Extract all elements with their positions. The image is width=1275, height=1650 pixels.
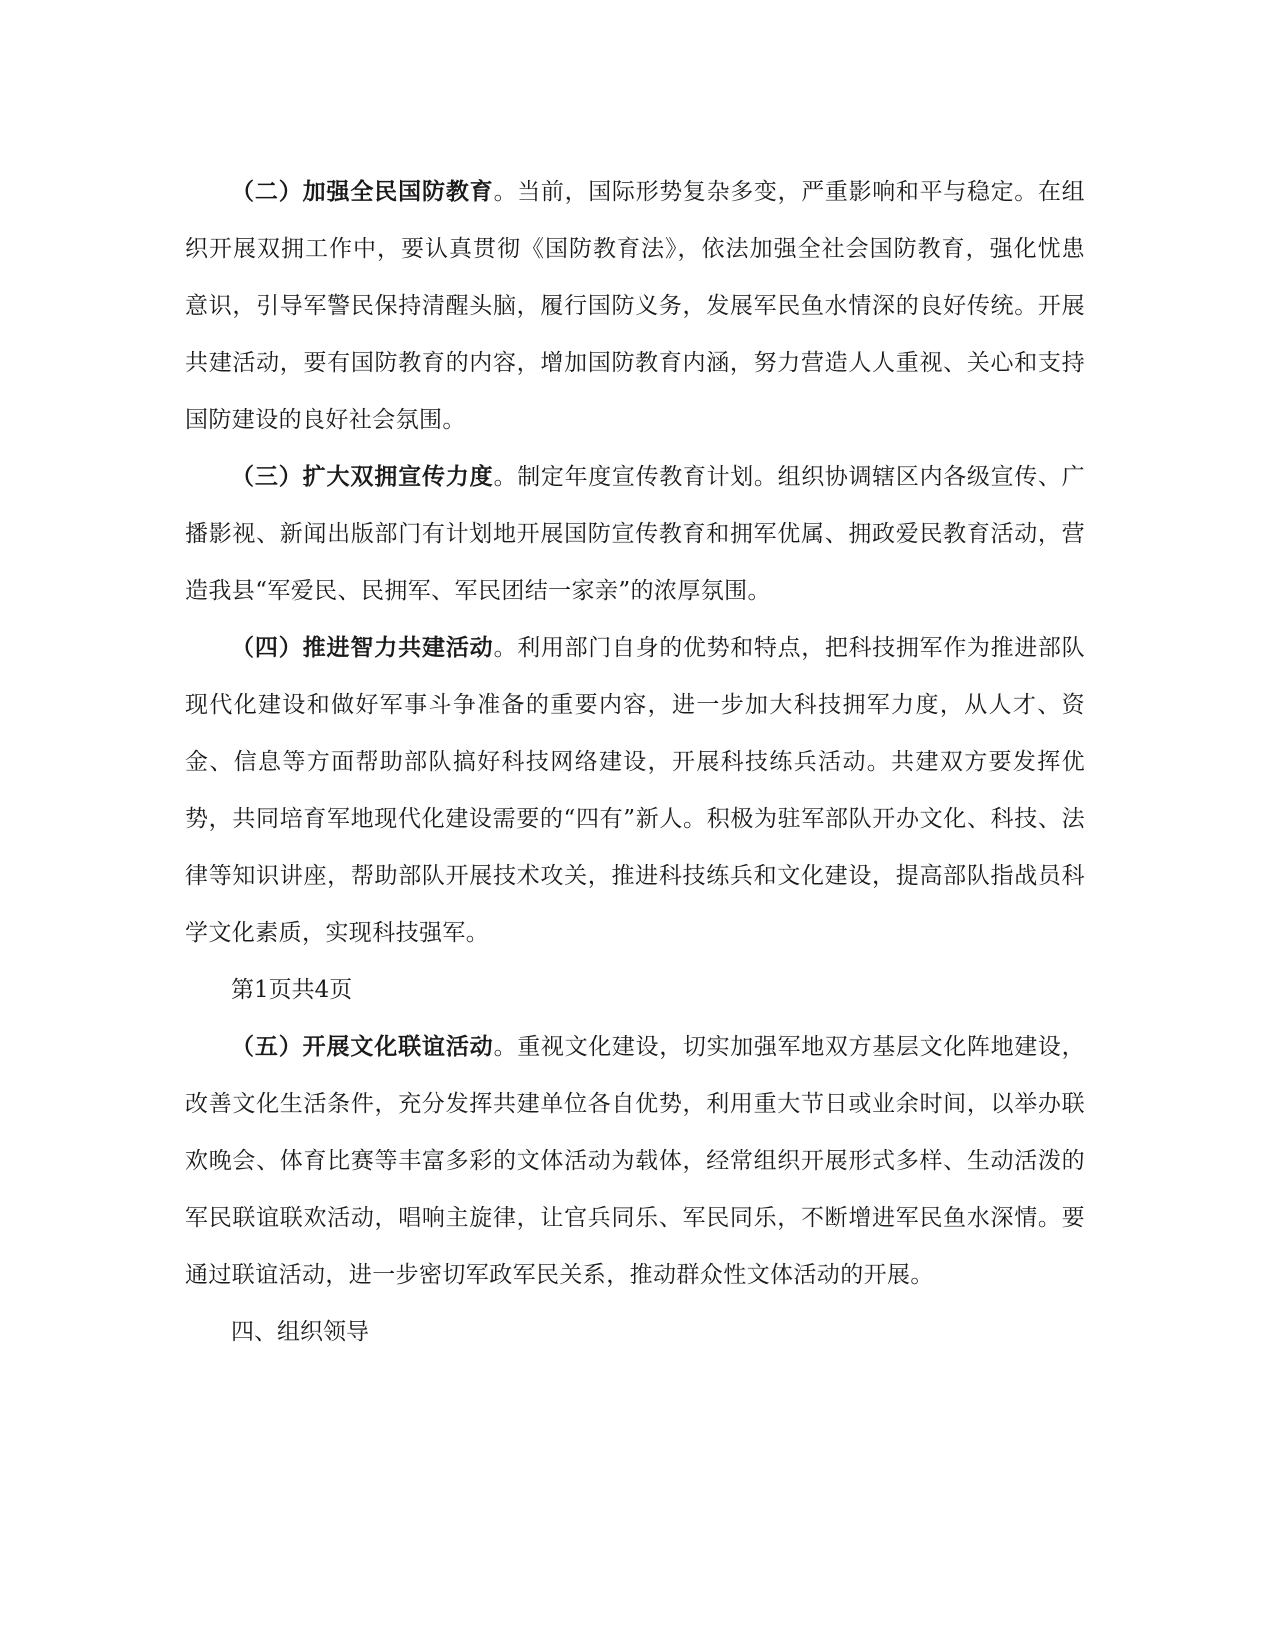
paragraph-heading: （二）加强全民国防教育 xyxy=(231,179,494,205)
paragraph-heading: （四）推进智力共建活动 xyxy=(231,635,494,661)
paragraph-heading: （三）扩大双拥宣传力度 xyxy=(231,464,494,490)
paragraph-body: 。当前，国际形势复杂多变，严重影响和平与稳定。在组织开展双拥工作中，要认真贯彻《国防教育法》，依法加强全社会国防教育，强化忧患意识，引导军警民保持清醒头脑，履行国防义务，发展军民鱼水情深的良好传统。开展共建活动，要有国防教育的内容，增加国防教育内涵，努力营造人人重视、关心和支持国防建设的良好社会氛围。 xyxy=(185,179,1086,433)
paragraph-body: 。利用部门自身的优势和特点，把科技拥军作为推进部队现代化建设和做好军事斗争准备的重要内容，进一步加大科技拥军力度，从人才、资金、信息等方面帮助部队搞好科技网络建设，开展科技练兵活动。共建双方要发挥优势，共同培育军地现代化建设需要的“四有”新人。积极为驻军部队开办文化、科技、法律等知识讲座，帮助部队开展技术攻关，推进科技练兵和文化建设，提高部队指战员科学文化素质，实现科技强军。 xyxy=(185,635,1086,946)
page-number-footer: 第1页共4页 xyxy=(231,977,353,1003)
paragraph-heading: （五）开展文化联谊活动 xyxy=(231,1034,494,1060)
section-title: 四、组织领导 xyxy=(231,1319,369,1345)
paragraph-body: 。制定年度宣传教育计划。组织协调辖区内各级宣传、广播影视、新闻出版部门有计划地开展国防宣传教育和拥军优属、拥政爱民教育活动，营造我县“军爱民、民拥军、军民团结一家亲”的浓厚氛围。 xyxy=(185,464,1086,604)
document-page xyxy=(185,164,1085,1361)
paragraph-publicity xyxy=(185,449,1085,620)
paragraph-cultural-activities xyxy=(185,1019,1085,1304)
paragraph-intellectual-co-construction xyxy=(185,620,1085,962)
paragraph-national-defense-education xyxy=(185,164,1085,449)
paragraph-body: 。重视文化建设，切实加强军地双方基层文化阵地建设，改善文化生活条件，充分发挥共建单位各自优势，利用重大节日或业余时间，以举办联欢晚会、体育比赛等丰富多彩的文体活动为载体，经常组织开展形式多样、生动活泼的军民联谊联欢活动，唱响主旋律，让官兵同乐、军民同乐，不断增进军民鱼水深情。要通过联谊活动，进一步密切军政军民关系，推动群众性文体活动的开展。 xyxy=(185,1034,1086,1288)
